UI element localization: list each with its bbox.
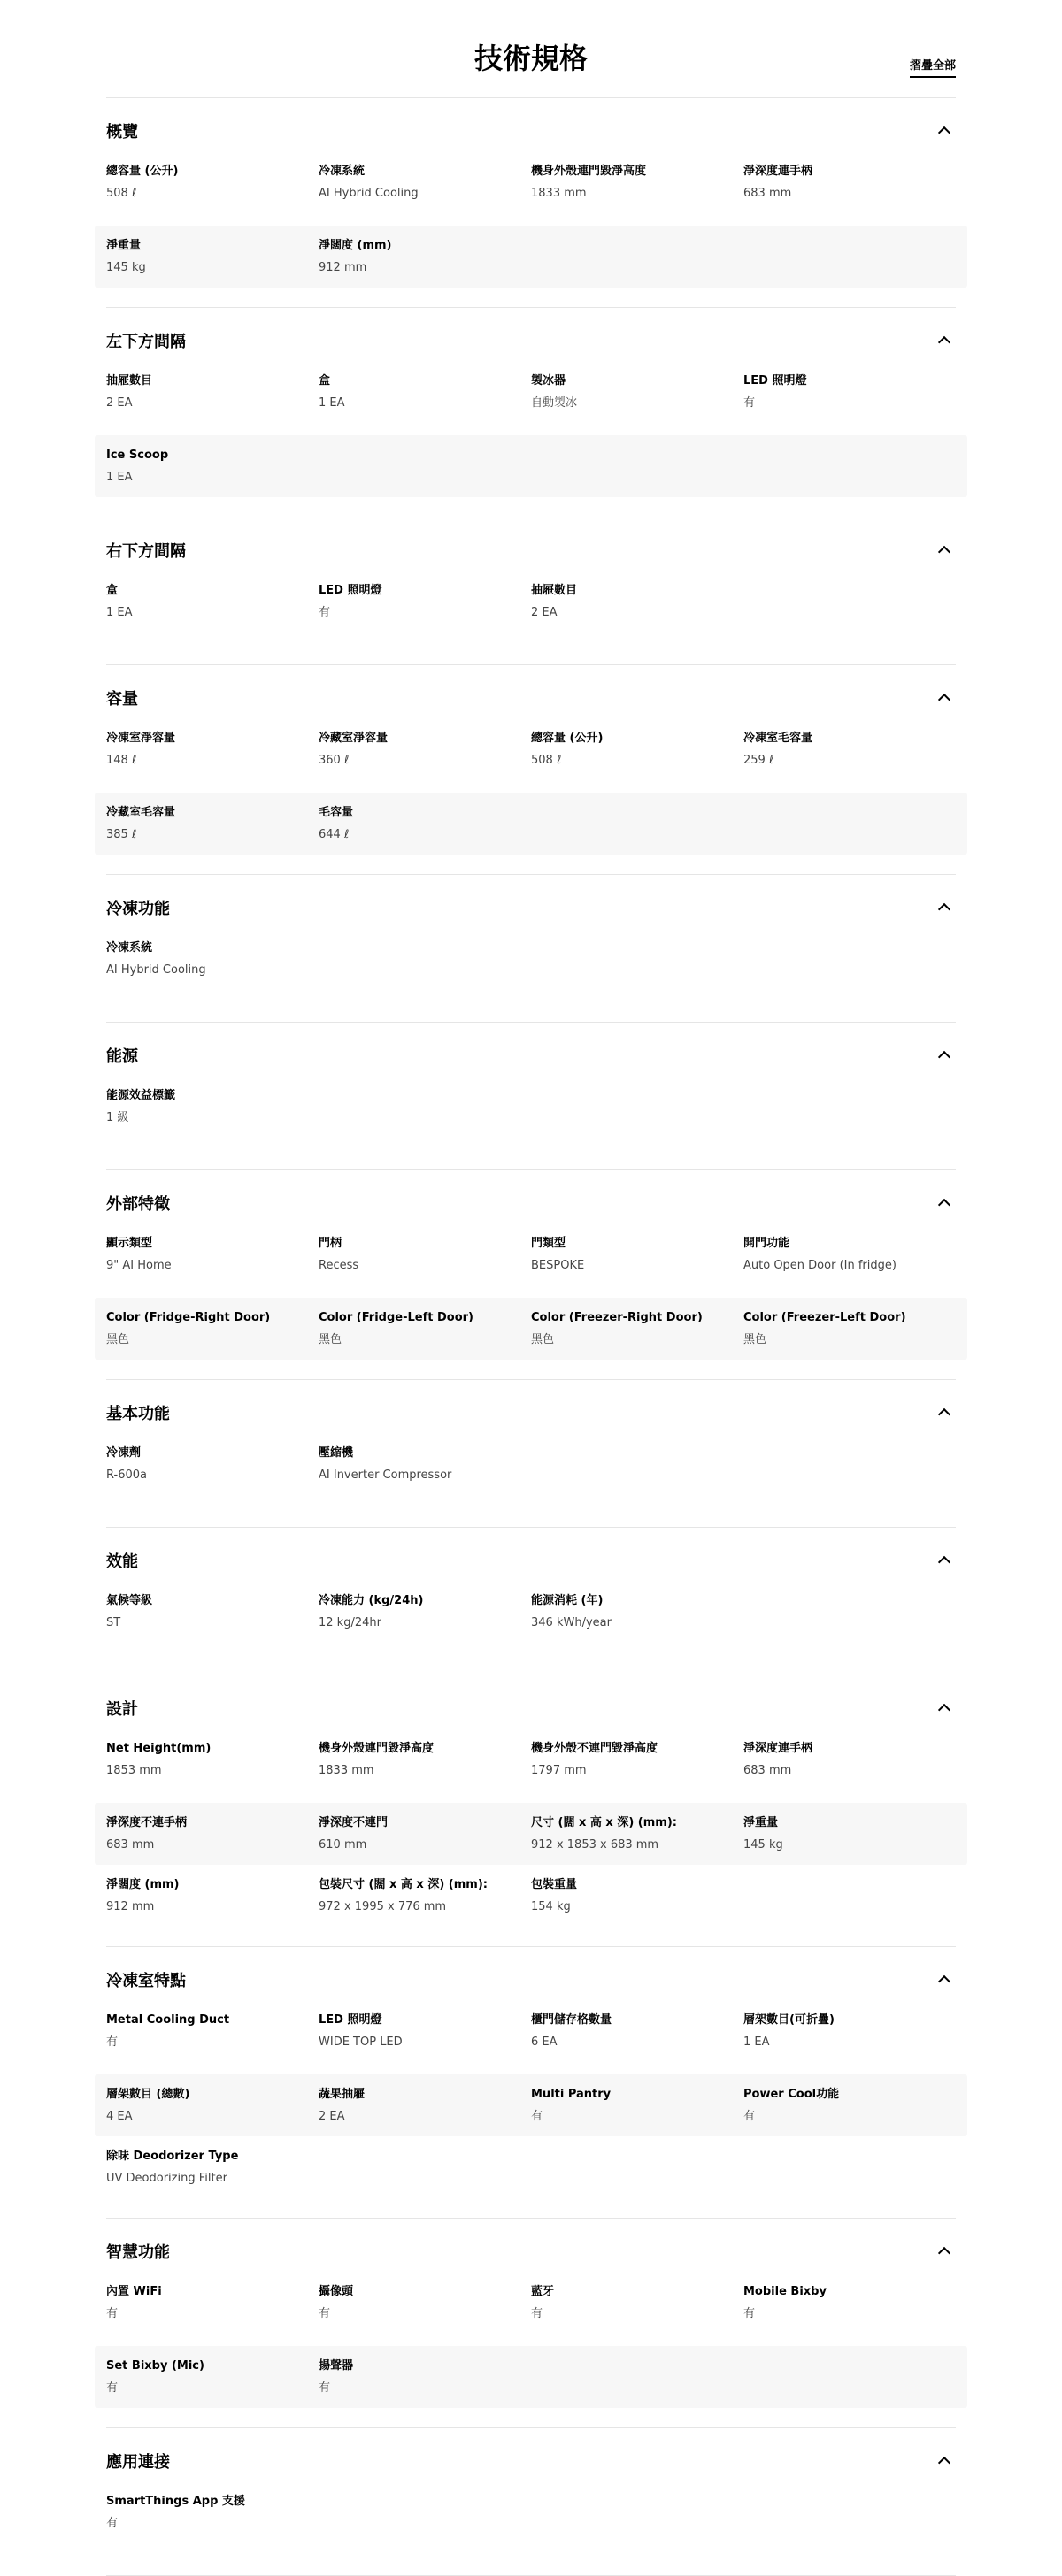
section-title: 設計: [106, 1700, 138, 1719]
spec-label: 開門功能: [743, 1237, 790, 1250]
spec-label: 櫃門儲存格數量: [531, 2013, 612, 2027]
spec-item: [319, 1865, 531, 1927]
spec-label: Color (Freezer-Left Door): [743, 1311, 906, 1324]
spec-row: [95, 2074, 967, 2136]
spec-value: 有: [743, 396, 756, 410]
spec-label: 冷凍系統: [319, 165, 366, 178]
spec-value: 1853 mm: [106, 1764, 162, 1777]
spec-item: [743, 164, 956, 226]
spec-label: 藍牙: [531, 2285, 555, 2298]
spec-row: [95, 793, 967, 855]
spec-label: 製冰器: [531, 374, 566, 387]
spec-value: R-600a: [106, 1468, 147, 1482]
spec-item: [319, 226, 531, 288]
spec-label: Power Cool功能: [743, 2088, 840, 2101]
spec-item: [319, 2346, 531, 2408]
spec-label: 能源效益標籤: [106, 1089, 176, 1102]
spec-label: 淨闊度 (mm): [106, 1878, 180, 1891]
spec-label: LED 照明燈: [319, 2013, 382, 2027]
spec-label: 冷藏室毛容量: [106, 806, 176, 819]
spec-item: [531, 2284, 743, 2346]
spec-section: [106, 2219, 956, 2428]
chevron-up-icon[interactable]: [938, 2247, 950, 2259]
spec-value: 346 kWh/year: [531, 1616, 612, 1629]
spec-value: 1833 mm: [319, 1764, 374, 1777]
spec-row: [95, 2136, 967, 2198]
spec-item: [319, 1445, 531, 1507]
spec-value: 154 kg: [531, 1900, 571, 1913]
spec-label: 層架數目 (總數): [106, 2088, 190, 2101]
spec-section: [106, 518, 956, 665]
spec-label: Color (Freezer-Right Door): [531, 1311, 703, 1324]
spec-item: [531, 1236, 743, 1298]
spec-value: Auto Open Door (In fridge): [743, 1259, 897, 1272]
spec-row: [95, 2346, 967, 2408]
spec-value: WIDE TOP LED: [319, 2036, 403, 2049]
spec-item: [106, 2136, 319, 2198]
spec-value: 黑色: [531, 1333, 555, 1346]
chevron-up-icon[interactable]: [938, 126, 950, 139]
spec-item: [743, 1298, 956, 1360]
spec-item: [319, 731, 531, 793]
spec-label: LED 照明燈: [319, 584, 382, 597]
spec-label: 冷藏室淨容量: [319, 732, 389, 745]
spec-item: [106, 731, 319, 793]
spec-label: 抽屜數目: [106, 374, 153, 387]
spec-label: 淨深度連手柄: [743, 165, 813, 178]
spec-section: [106, 1170, 956, 1380]
section-title: 左下方間隔: [106, 333, 186, 351]
spec-label: 冷凍劑: [106, 1446, 142, 1460]
spec-item: [106, 583, 319, 645]
spec-label: 包裝尺寸 (闊 x 高 x 深) (mm):: [319, 1878, 488, 1891]
spec-item: [106, 1865, 319, 1927]
spec-value: 自動製冰: [531, 396, 578, 410]
spec-label: 總容量 (公升): [531, 732, 604, 745]
spec-value: 1 EA: [106, 471, 133, 484]
spec-item: [106, 1593, 319, 1655]
spec-value: 683 mm: [743, 1764, 792, 1777]
spec-label: Metal Cooling Duct: [106, 2013, 230, 2027]
spec-item: [106, 940, 319, 1002]
spec-label: 揚聲器: [319, 2359, 354, 2373]
spec-label: 攝像頭: [319, 2285, 354, 2298]
spec-item: [106, 793, 319, 855]
spec-label: 盒: [319, 374, 331, 387]
spec-item: [106, 164, 319, 226]
chevron-up-icon[interactable]: [938, 694, 950, 706]
spec-item: [743, 2012, 956, 2074]
spec-label: LED 照明燈: [743, 374, 807, 387]
spec-item: [319, 1593, 531, 1655]
spec-value: 有: [743, 2110, 756, 2123]
spec-row: [95, 731, 967, 793]
spec-item: [531, 1741, 743, 1803]
spec-item: [106, 1298, 319, 1360]
spec-item: [106, 226, 319, 288]
section-title: 智慧功能: [106, 2243, 170, 2262]
spec-value: 610 mm: [319, 1838, 367, 1852]
spec-section: [106, 1947, 956, 2219]
spec-item: [106, 435, 319, 497]
spec-value: 972 x 1995 x 776 mm: [319, 1900, 447, 1913]
spec-value: 黑色: [106, 1333, 130, 1346]
spec-value: Recess: [319, 1259, 359, 1272]
spec-label: 盒: [106, 584, 119, 597]
section-title: 冷凍功能: [106, 900, 170, 918]
spec-value: 2 EA: [531, 606, 558, 619]
spec-row: [95, 1865, 967, 1927]
spec-sections: [106, 98, 956, 2576]
spec-item: [319, 2284, 531, 2346]
section-title: 能源: [106, 1047, 138, 1066]
spec-item: [106, 2284, 319, 2346]
spec-item: [319, 583, 531, 645]
spec-section: [106, 2428, 956, 2576]
spec-label: 除味 Deodorizer Type: [106, 2150, 239, 2163]
spec-label: 能源消耗 (年): [531, 1594, 604, 1607]
spec-label: 抽屜數目: [531, 584, 578, 597]
spec-section: [106, 1380, 956, 1528]
spec-item: [531, 1298, 743, 1360]
spec-item: [106, 1741, 319, 1803]
spec-value: 145 kg: [743, 1838, 783, 1852]
spec-value: AI Hybrid Cooling: [106, 963, 206, 977]
spec-row: [95, 1803, 967, 1865]
spec-value: 508 ℓ: [531, 754, 562, 767]
spec-value: 黑色: [743, 1333, 767, 1346]
spec-item: [319, 2012, 531, 2074]
spec-row: [95, 1741, 967, 1803]
spec-item: [743, 2284, 956, 2346]
spec-item: [743, 1741, 956, 1803]
spec-value: AI Inverter Compressor: [319, 1468, 452, 1482]
spec-value: 912 mm: [319, 261, 367, 274]
section-header[interactable]: [106, 2219, 956, 2284]
spec-item: [106, 2494, 319, 2556]
spec-label: 氣候等級: [106, 1594, 153, 1607]
spec-label: Ice Scoop: [106, 448, 169, 462]
section-header[interactable]: [106, 2428, 956, 2494]
spec-label: 機身外殼連門毀淨高度: [531, 165, 647, 178]
spec-item: [106, 373, 319, 435]
spec-label: 包裝重量: [531, 1878, 578, 1891]
spec-row: [95, 1445, 967, 1507]
spec-value: 683 mm: [106, 1838, 155, 1852]
spec-row: [95, 2284, 967, 2346]
spec-value: 9" AI Home: [106, 1259, 172, 1272]
collapse-all-button[interactable]: 摺疊全部: [910, 58, 956, 78]
spec-item: [106, 1236, 319, 1298]
spec-value: 385 ℓ: [106, 828, 137, 841]
spec-label: 尺寸 (闊 x 高 x 深) (mm):: [531, 1816, 677, 1829]
spec-value: 683 mm: [743, 187, 792, 200]
spec-value: 1 EA: [319, 396, 345, 410]
chevron-up-icon[interactable]: [938, 1051, 950, 1063]
spec-value: 有: [106, 2381, 119, 2395]
spec-item: [319, 373, 531, 435]
spec-row: [95, 435, 967, 497]
spec-item: [319, 2074, 531, 2136]
spec-value: 有: [106, 2517, 119, 2530]
spec-value: 1797 mm: [531, 1764, 587, 1777]
section-title: 外部特徵: [106, 1195, 170, 1214]
spec-row: [95, 583, 967, 645]
chevron-up-icon[interactable]: [938, 1975, 950, 1988]
spec-item: [106, 1803, 319, 1865]
spec-item: [106, 2074, 319, 2136]
spec-label: 門柄: [319, 1237, 342, 1250]
spec-item: [319, 1741, 531, 1803]
section-title: 應用連接: [106, 2453, 170, 2472]
section-header[interactable]: [106, 1675, 956, 1741]
spec-value: BESPOKE: [531, 1259, 585, 1272]
spec-value: 145 kg: [106, 261, 146, 274]
chevron-up-icon[interactable]: [938, 2457, 950, 2469]
spec-value: 912 mm: [106, 1900, 155, 1913]
section-title: 右下方間隔: [106, 542, 186, 561]
spec-item: [531, 373, 743, 435]
spec-label: 門類型: [531, 1237, 566, 1250]
spec-label: 冷凍系統: [106, 941, 153, 954]
spec-value: 644 ℓ: [319, 828, 350, 841]
spec-value: 2 EA: [319, 2110, 345, 2123]
spec-value: 6 EA: [531, 2036, 558, 2049]
spec-item: [319, 1803, 531, 1865]
spec-row: [95, 164, 967, 226]
section-title: 效能: [106, 1552, 138, 1571]
spec-item: [319, 1298, 531, 1360]
spec-value: 有: [743, 2307, 756, 2320]
spec-value: 1 級: [106, 1111, 129, 1124]
spec-section: [106, 1675, 956, 1947]
spec-label: SmartThings App 支援: [106, 2495, 245, 2508]
spec-label: 冷凍室淨容量: [106, 732, 176, 745]
spec-item: [743, 373, 956, 435]
section-header[interactable]: [106, 98, 956, 164]
spec-label: Net Height(mm): [106, 1742, 212, 1755]
spec-value: 4 EA: [106, 2110, 133, 2123]
spec-value: AI Hybrid Cooling: [319, 187, 419, 200]
spec-item: [531, 1803, 743, 1865]
spec-value: 148 ℓ: [106, 754, 137, 767]
chevron-up-icon[interactable]: [938, 336, 950, 349]
spec-label: Color (Fridge-Left Door): [319, 1311, 473, 1324]
spec-label: Mobile Bixby: [743, 2285, 827, 2298]
spec-label: 內置 WiFi: [106, 2285, 162, 2298]
spec-label: 淨闊度 (mm): [319, 239, 392, 252]
chevron-up-icon[interactable]: [938, 903, 950, 916]
section-header[interactable]: [106, 1380, 956, 1445]
spec-row: [95, 1593, 967, 1655]
spec-item: [319, 1236, 531, 1298]
spec-label: 顯示類型: [106, 1237, 153, 1250]
spec-value: 1833 mm: [531, 187, 587, 200]
spec-value: 912 x 1853 x 683 mm: [531, 1838, 659, 1852]
spec-item: [531, 2012, 743, 2074]
spec-row: [95, 1298, 967, 1360]
spec-item: [319, 793, 531, 855]
spec-label: Set Bixby (Mic): [106, 2359, 204, 2373]
spec-section: [106, 1528, 956, 1675]
spec-value: 有: [106, 2036, 119, 2049]
chevron-up-icon[interactable]: [938, 1408, 950, 1421]
spec-item: [531, 1865, 743, 1927]
spec-row: [95, 373, 967, 435]
section-header[interactable]: [106, 1023, 956, 1088]
chevron-up-icon[interactable]: [938, 1556, 950, 1568]
page-title: 技術規格: [473, 42, 588, 75]
spec-value: 有: [319, 2381, 331, 2395]
section-header[interactable]: [106, 518, 956, 583]
spec-value: ST: [106, 1616, 121, 1629]
spec-value: 黑色: [319, 1333, 342, 1346]
spec-row: [95, 1236, 967, 1298]
spec-label: 冷凍能力 (kg/24h): [319, 1594, 424, 1607]
page-header: [106, 0, 956, 98]
section-header[interactable]: [106, 1528, 956, 1593]
section-header[interactable]: [106, 875, 956, 940]
spec-value: 有: [319, 606, 331, 619]
spec-item: [106, 1445, 319, 1507]
spec-row: [95, 940, 967, 1002]
section-title: 概覽: [106, 123, 138, 142]
spec-label: 總容量 (公升): [106, 165, 179, 178]
spec-label: 毛容量: [319, 806, 354, 819]
section-title: 基本功能: [106, 1405, 170, 1423]
spec-section: [106, 665, 956, 875]
spec-row: [95, 2012, 967, 2074]
spec-item: [531, 731, 743, 793]
spec-row: [95, 2494, 967, 2556]
spec-label: Multi Pantry: [531, 2088, 612, 2101]
chevron-up-icon[interactable]: [938, 1199, 950, 1211]
spec-item: [106, 1088, 319, 1150]
spec-label: Color (Fridge-Right Door): [106, 1311, 271, 1324]
spec-item: [743, 2074, 956, 2136]
spec-label: 壓縮機: [319, 1446, 354, 1460]
section-title: 冷凍室特點: [106, 1972, 186, 1990]
spec-label: 機身外殼連門毀淨高度: [319, 1742, 435, 1755]
spec-row: [95, 226, 967, 288]
spec-item: [743, 1236, 956, 1298]
spec-value: 259 ℓ: [743, 754, 774, 767]
spec-label: 淨深度連手柄: [743, 1742, 813, 1755]
spec-value: 2 EA: [106, 396, 133, 410]
spec-item: [106, 2346, 319, 2408]
section-header[interactable]: [106, 308, 956, 373]
spec-value: 有: [531, 2307, 543, 2320]
spec-section: [106, 875, 956, 1023]
chevron-up-icon[interactable]: [938, 1704, 950, 1716]
spec-item: [531, 1593, 743, 1655]
spec-item: [743, 731, 956, 793]
spec-item: [743, 1803, 956, 1865]
spec-item: [106, 2012, 319, 2074]
spec-item: [319, 164, 531, 226]
section-header[interactable]: [106, 665, 956, 731]
spec-value: 360 ℓ: [319, 754, 350, 767]
spec-value: 有: [531, 2110, 543, 2123]
spec-value: 1 EA: [106, 606, 133, 619]
spec-item: [531, 583, 743, 645]
spec-value: UV Deodorizing Filter: [106, 2172, 227, 2185]
spec-label: 蔬果抽屜: [319, 2088, 366, 2101]
spec-value: 有: [106, 2307, 119, 2320]
section-header[interactable]: [106, 1170, 956, 1236]
spec-section: [106, 98, 956, 308]
spec-item: [531, 2074, 743, 2136]
spec-value: 1 EA: [743, 2036, 770, 2049]
spec-row: [95, 1088, 967, 1150]
chevron-up-icon[interactable]: [938, 546, 950, 558]
spec-section: [106, 308, 956, 518]
spec-value: 508 ℓ: [106, 187, 137, 200]
spec-label: 層架數目(可折疊): [743, 2013, 835, 2027]
spec-value: 12 kg/24hr: [319, 1616, 381, 1629]
spec-label: 淨深度不連門: [319, 1816, 389, 1829]
spec-label: 淨重量: [106, 239, 142, 252]
spec-label: 冷凍室毛容量: [743, 732, 813, 745]
spec-item: [531, 164, 743, 226]
spec-section: [106, 1023, 956, 1170]
section-title: 容量: [106, 690, 138, 709]
spec-label: 淨深度不連手柄: [106, 1816, 188, 1829]
section-header[interactable]: [106, 1947, 956, 2012]
spec-label: 淨重量: [743, 1816, 779, 1829]
spec-label: 機身外殼不連門毀淨高度: [531, 1742, 658, 1755]
spec-value: 有: [319, 2307, 331, 2320]
